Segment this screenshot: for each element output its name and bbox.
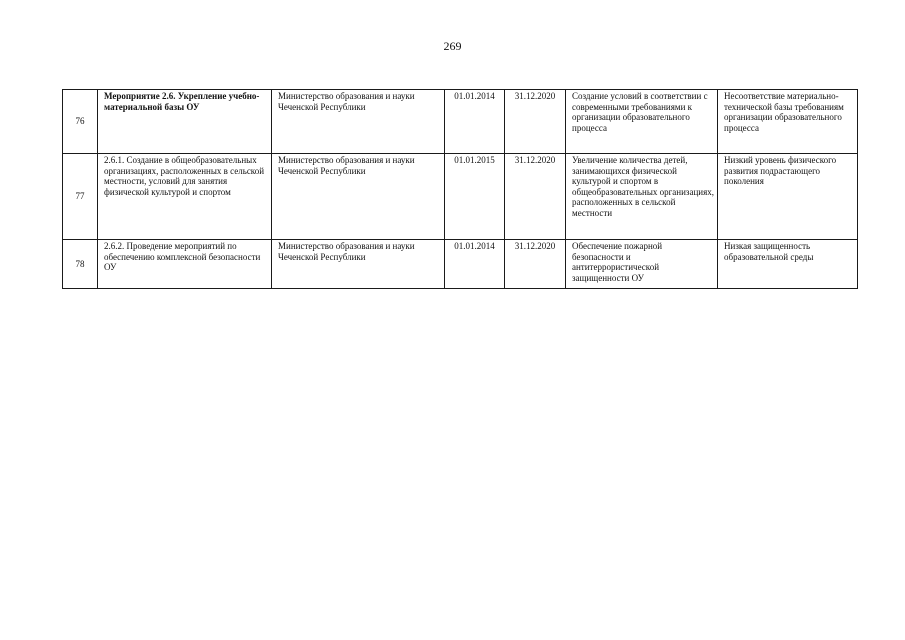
row-number-cell: 78 <box>63 240 98 289</box>
executor-cell: Министерство образования и науки Чеченской Республики <box>272 154 445 240</box>
expected-result-cell: Обеспечение пожарной безопасности и антитеррористической защищенности ОУ <box>566 240 718 289</box>
consequence-cell: Несоответствие материально-технической базы требованиям организации образовательного процесса <box>718 90 858 154</box>
event-cell: Мероприятие 2.6. Укрепление учебно-материальной базы ОУ <box>98 90 272 154</box>
table-row <box>63 90 858 154</box>
event-cell: 2.6.1. Создание в общеобразовательных организациях, расположенных в сельской местности, условий для занятия физической культурой и спортом <box>98 154 272 240</box>
row-number-cell: 76 <box>63 90 98 154</box>
table-row <box>63 240 858 289</box>
event-cell: 2.6.2. Проведение мероприятий по обеспечению комплексной безопасности ОУ <box>98 240 272 289</box>
start-date-cell: 01.01.2015 <box>445 154 505 240</box>
executor-cell: Министерство образования и науки Чеченской Республики <box>272 240 445 289</box>
consequence-cell: Низкая защищенность образовательной среды <box>718 240 858 289</box>
expected-result-cell: Увеличение количества детей, занимающихся физической культурой и спортом в общеобразовательных организациях, расположенных в сельской местности <box>566 154 718 240</box>
page-number: 269 <box>443 39 462 53</box>
end-date-cell: 31.12.2020 <box>505 154 566 240</box>
expected-result-cell: Создание условий в соответствии с современными требованиями к организации образовательного процесса <box>566 90 718 154</box>
table-row <box>63 154 858 240</box>
end-date-cell: 31.12.2020 <box>505 240 566 289</box>
row-number-cell: 77 <box>63 154 98 240</box>
start-date-cell: 01.01.2014 <box>445 90 505 154</box>
executor-cell: Министерство образования и науки Чеченской Республики <box>272 90 445 154</box>
consequence-cell: Низкий уровень физического развития подрастающего поколения <box>718 154 858 240</box>
end-date-cell: 31.12.2020 <box>505 90 566 154</box>
program-activities-table <box>62 89 858 289</box>
start-date-cell: 01.01.2014 <box>445 240 505 289</box>
